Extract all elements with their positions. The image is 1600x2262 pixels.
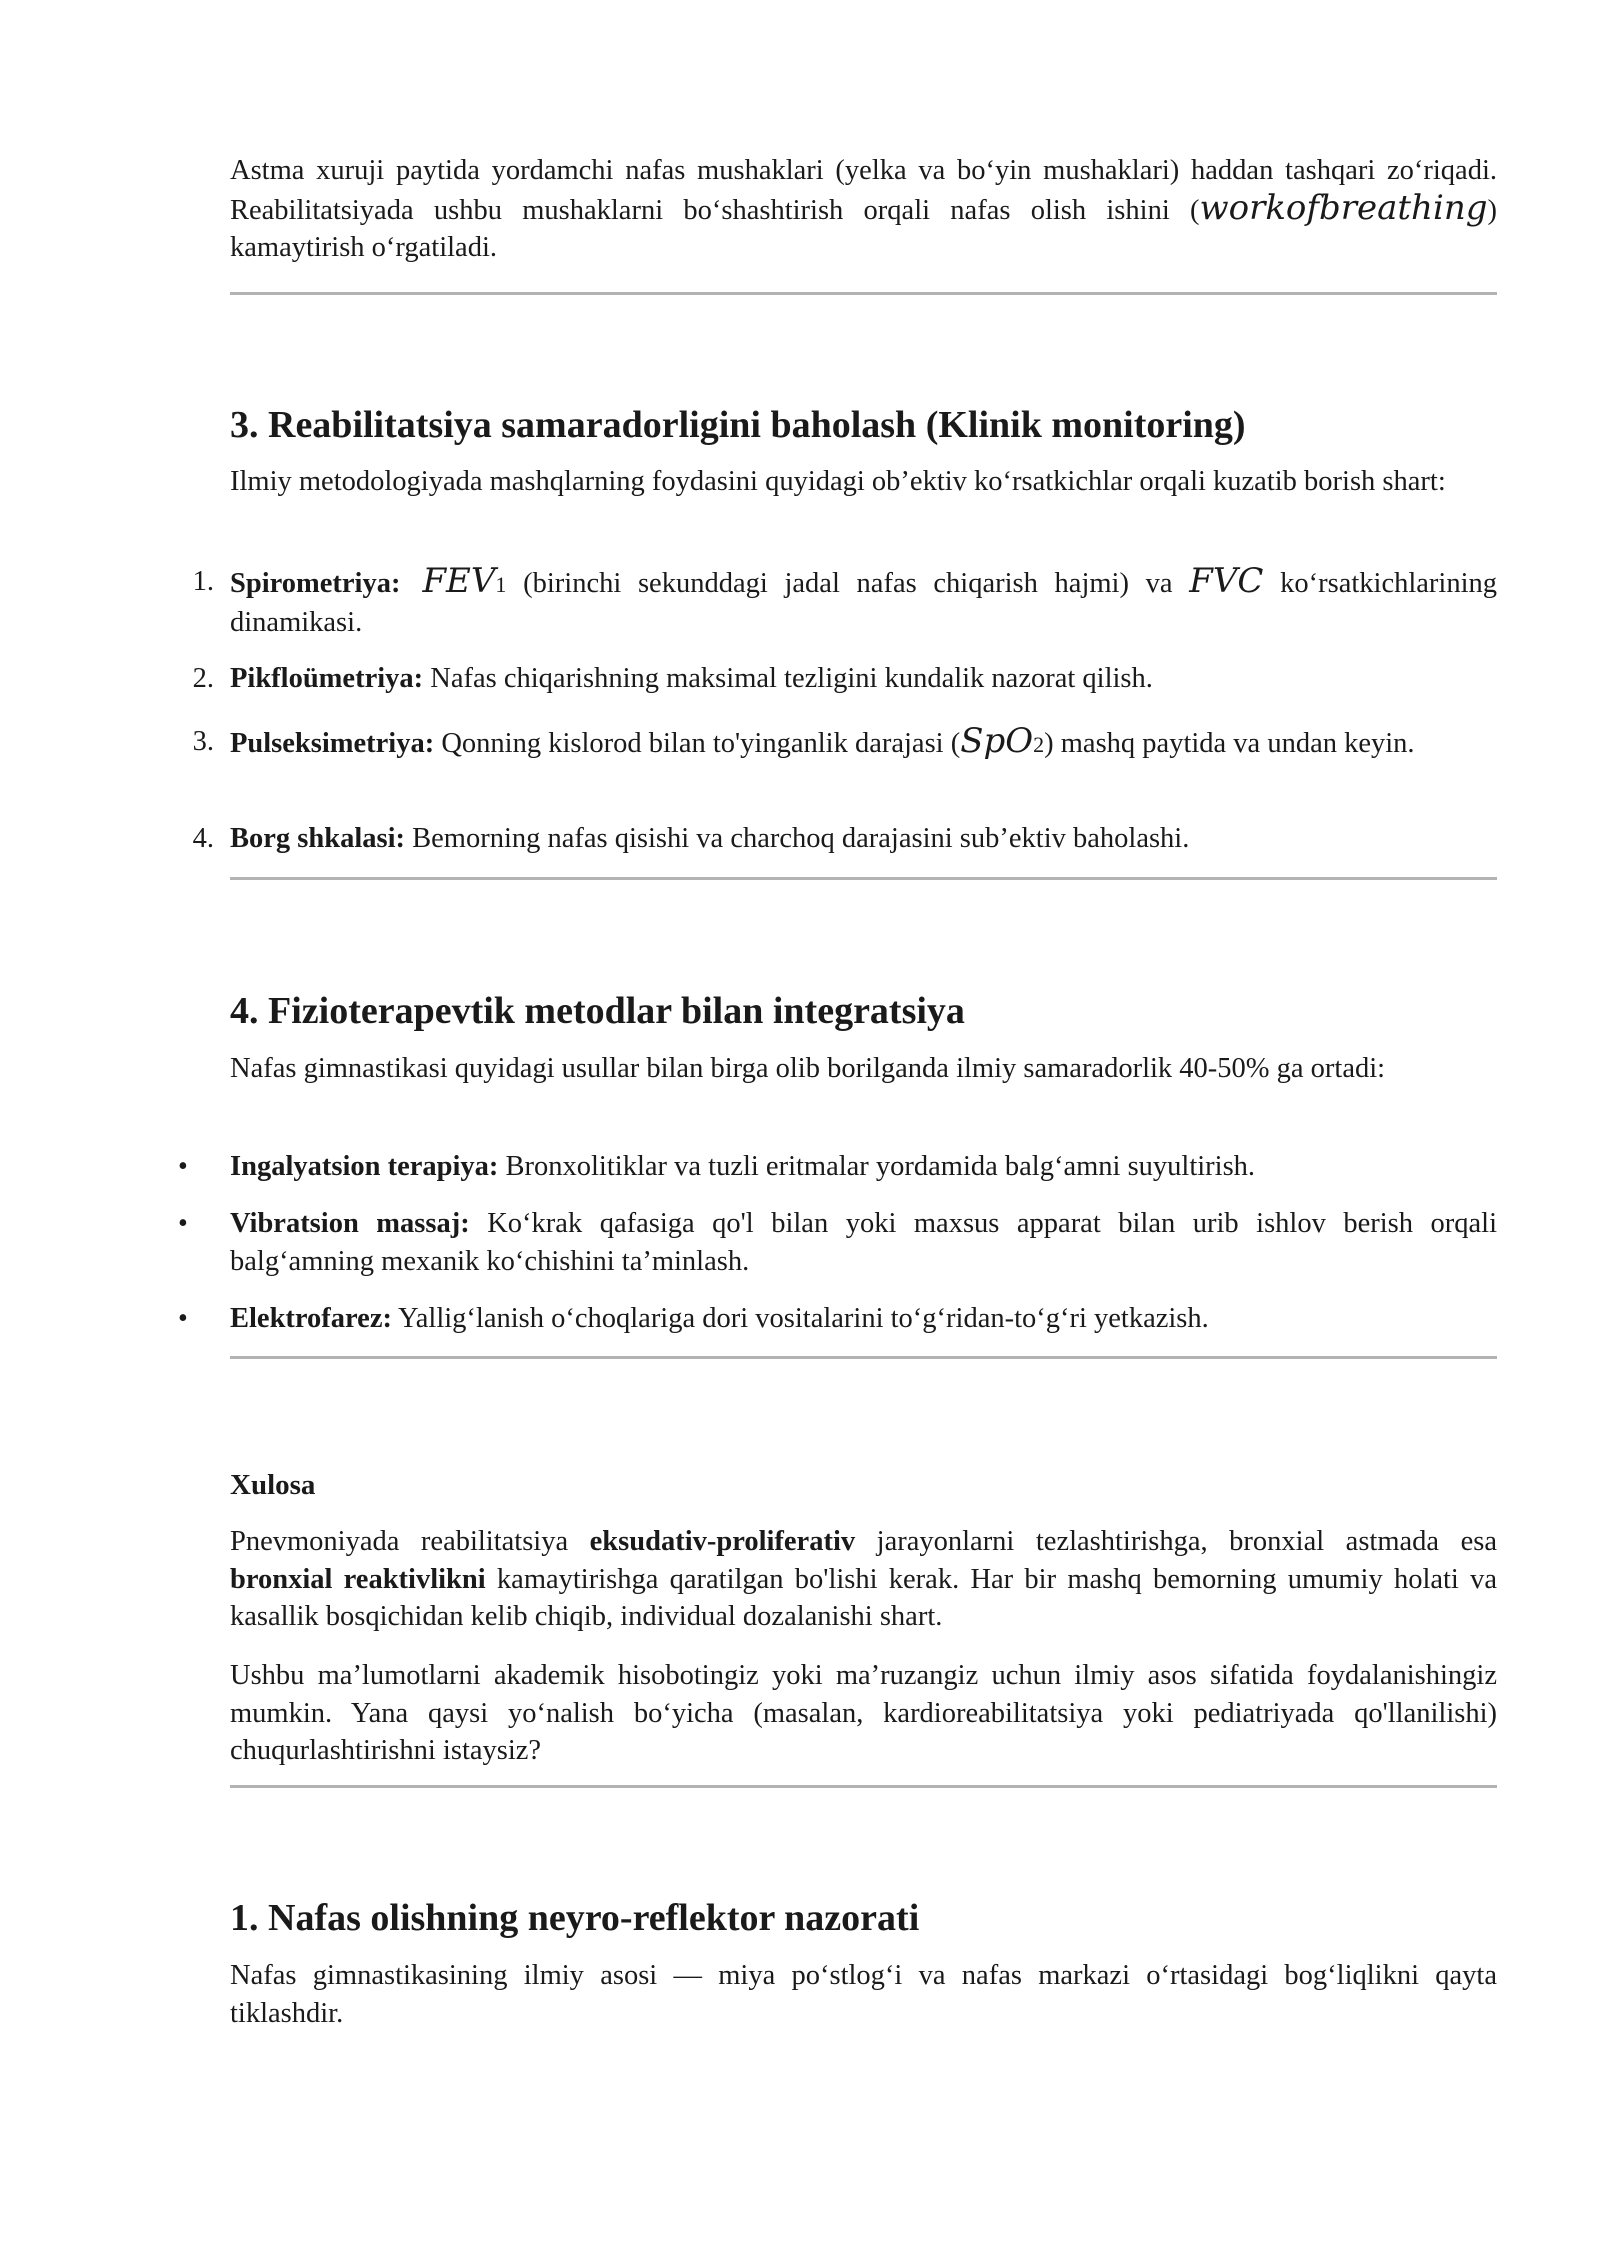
list-item-body-end: ) mashq paytida va undan keyin. [1044,728,1415,759]
list-item-text [230,1300,1497,1338]
list-item-term: Ingalyatsion terapiya: [230,1151,499,1182]
list-item-term: Pikfloümetriya: [230,663,424,694]
math-fvc: FVC [1189,561,1264,601]
list-item-term: Spirometriya: [230,568,401,599]
list-item-text [230,1148,1497,1186]
conclusion-heading: Xulosa [230,1469,316,1501]
section-3 [230,402,1497,448]
list-item-text [230,1205,1497,1280]
section-1-lead: Nafas gimnastikasining ilmiy asosi — miya po‘stlog‘i va nafas markazi o‘rtasidagi bog‘liqlikni qayta tiklashdir. [230,1960,1497,2029]
math-work-of-breathing: workofbreathing [1199,187,1488,228]
list-number: 1. [192,566,214,597]
bold-term: eksudativ-proliferativ [589,1526,856,1557]
math-fev: FEV [422,561,496,601]
intro-text: Astma xuruji paytida yordamchi nafas mushaklari (yelka va bo‘yin mushaklari) haddan tashqari zo‘riqadi. Reabilitatsiyada ushbu mushaklarni bo‘shashtirish orqali nafas olish ishini ( [230,155,1497,226]
list-item-text [230,723,1497,764]
section-3-lead: Ilmiy metodologiyada mashqlarning foydasini quyidagi ob’ektiv ko‘rsatkichlar orqali kuzatib borish shart: [230,466,1446,497]
list-item-body: Nafas chiqarishning maksimal tezligini kundalik nazorat qilish. [423,663,1153,694]
list-number: 3. [192,726,214,757]
list-item-term: Borg shkalasi: [230,823,405,854]
list-item-body: Yallig‘lanish o‘choqlariga dori vositalarini to‘g‘ridan-to‘g‘ri yetkazish. [391,1303,1209,1334]
list-item-text [230,563,1497,641]
section-1-lead-wrap [230,1957,1497,2032]
list-item-text [230,660,1497,698]
section-3-heading: 3. Reabilitatsiya samaradorligini baholash (Klinik monitoring) [230,404,1246,446]
conclusion-paragraph-2-wrap [230,1657,1497,1770]
section-4-heading: 4. Fizioterapevtik metodlar bilan integratsiya [230,990,965,1032]
section-1 [230,1895,1497,1941]
list-item [192,820,1497,858]
math-subscript: 2 [1033,732,1045,757]
list-item [178,1148,1497,1186]
divider [230,292,1497,295]
list-item [192,561,1497,641]
list-item-body: Qonning kislorod bilan to'yinganlik darajasi ( [434,728,961,759]
math-subscript: 1 [495,572,507,597]
section-4 [230,988,1497,1034]
list-item-text [230,820,1497,858]
conclusion-paragraph-2: Ushbu ma’lumotlarni akademik hisobotingiz yoki ma’ruzangiz uchun ilmiy asos sifatida foydalanishingiz mumkin. Yana qaysi yo‘nalish bo‘yicha (masalan, kardioreabilitatsiya yoki pediatriyada qo'llanilishi) chuqurlashtirishni istaysiz? [230,1660,1497,1766]
list-item-body: (birinchi sekunddagi jadal nafas chiqarish hajmi) va [506,568,1190,599]
list-item-term: Elektrofarez: [230,1303,392,1334]
conclusion-paragraph-1-wrap [230,1523,1497,1636]
conclusion-paragraph-1 [230,1523,1497,1636]
list-item-body: Ko‘krak qafasiga qo'l bilan yoki maxsus apparat bilan urib ishlov berish orqali balg‘amning mexanik ko‘chishini ta’minlash. [230,1208,1497,1277]
list-item [192,721,1497,764]
list-number: 2. [192,663,214,694]
list-item-body: Bemorning nafas qisishi va charchoq darajasini sub’ektiv baholashi. [405,823,1190,854]
bullet-icon: • [178,1208,188,1239]
list-item-term: Vibratsion massaj: [230,1208,470,1239]
section-1-heading: 1. Nafas olishning neyro-reflektor nazorati [230,1897,920,1939]
text-run: jarayonlarni tezlashtirishga, bronxial astmada esa [855,1526,1497,1557]
section-3-lead-wrap [230,463,1497,501]
divider [230,1356,1497,1359]
divider [230,1785,1497,1788]
list-item-body-end: ko‘rsatkichlarining dinamikasi. [230,568,1497,638]
list-item [178,1205,1497,1280]
bullet-icon: • [178,1151,188,1182]
divider [230,877,1497,880]
list-number: 4. [192,823,214,854]
list-item [192,660,1497,698]
list-item [178,1300,1497,1338]
section-4-lead-wrap [230,1050,1497,1088]
math-spo2: SpO [960,721,1034,761]
intro-block [230,152,1497,267]
text-run: kamaytirishga qaratilgan bo'lishi kerak. Har bir mashq bemorning umumiy holati va kasallik bosqichidan kelib chiqib, individual dozalanishi shart. [230,1563,1497,1632]
list-item-body: Bronxolitiklar va tuzli eritmalar yordamida balg‘amni suyultirish. [498,1151,1256,1182]
section-4-lead: Nafas gimnastikasi quyidagi usullar bilan birga olib borilganda ilmiy samaradorlik 40-50% ga ortadi: [230,1053,1386,1084]
bullet-icon: • [178,1303,188,1334]
intro-text-end: ) kamaytirish o‘rgatiladi. [230,194,1497,263]
intro-paragraph [230,152,1497,267]
conclusion [230,1467,1497,1504]
list-item-term: Pulseksimetriya: [230,728,435,759]
text-run: Pnevmoniyada reabilitatsiya [230,1526,590,1557]
bold-term: bronxial reaktivlikni [230,1563,486,1595]
